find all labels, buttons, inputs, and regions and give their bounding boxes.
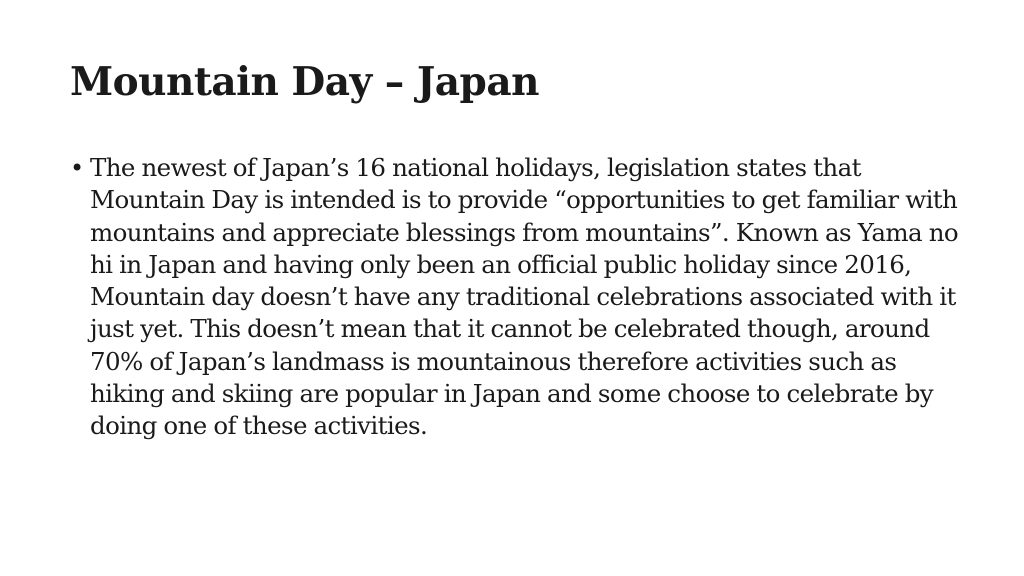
bullet-text: The newest of Japan’s 16 national holidays, legislation states that Mountain Day is intended is to provide “opportunities to get familiar with mountains and appreciate blessings from mountains”. Known as Yama no hi in Japan and having only been an official public holiday since 2016, Mountain day doesn’t have any traditional celebrations associated with it just yet. This doesn’t mean that it cannot be celebrated though, around 70% of Japan’s landmass is mountainous therefore activities such as hiking and skiing are popular in Japan and some choose to celebrate by doing one of these activities. [90,153,959,441]
bullet-list [70,152,960,443]
bullet-marker: • [70,154,85,182]
slide-title: Mountain Day – Japan [70,59,539,105]
bullet-item [70,152,960,443]
